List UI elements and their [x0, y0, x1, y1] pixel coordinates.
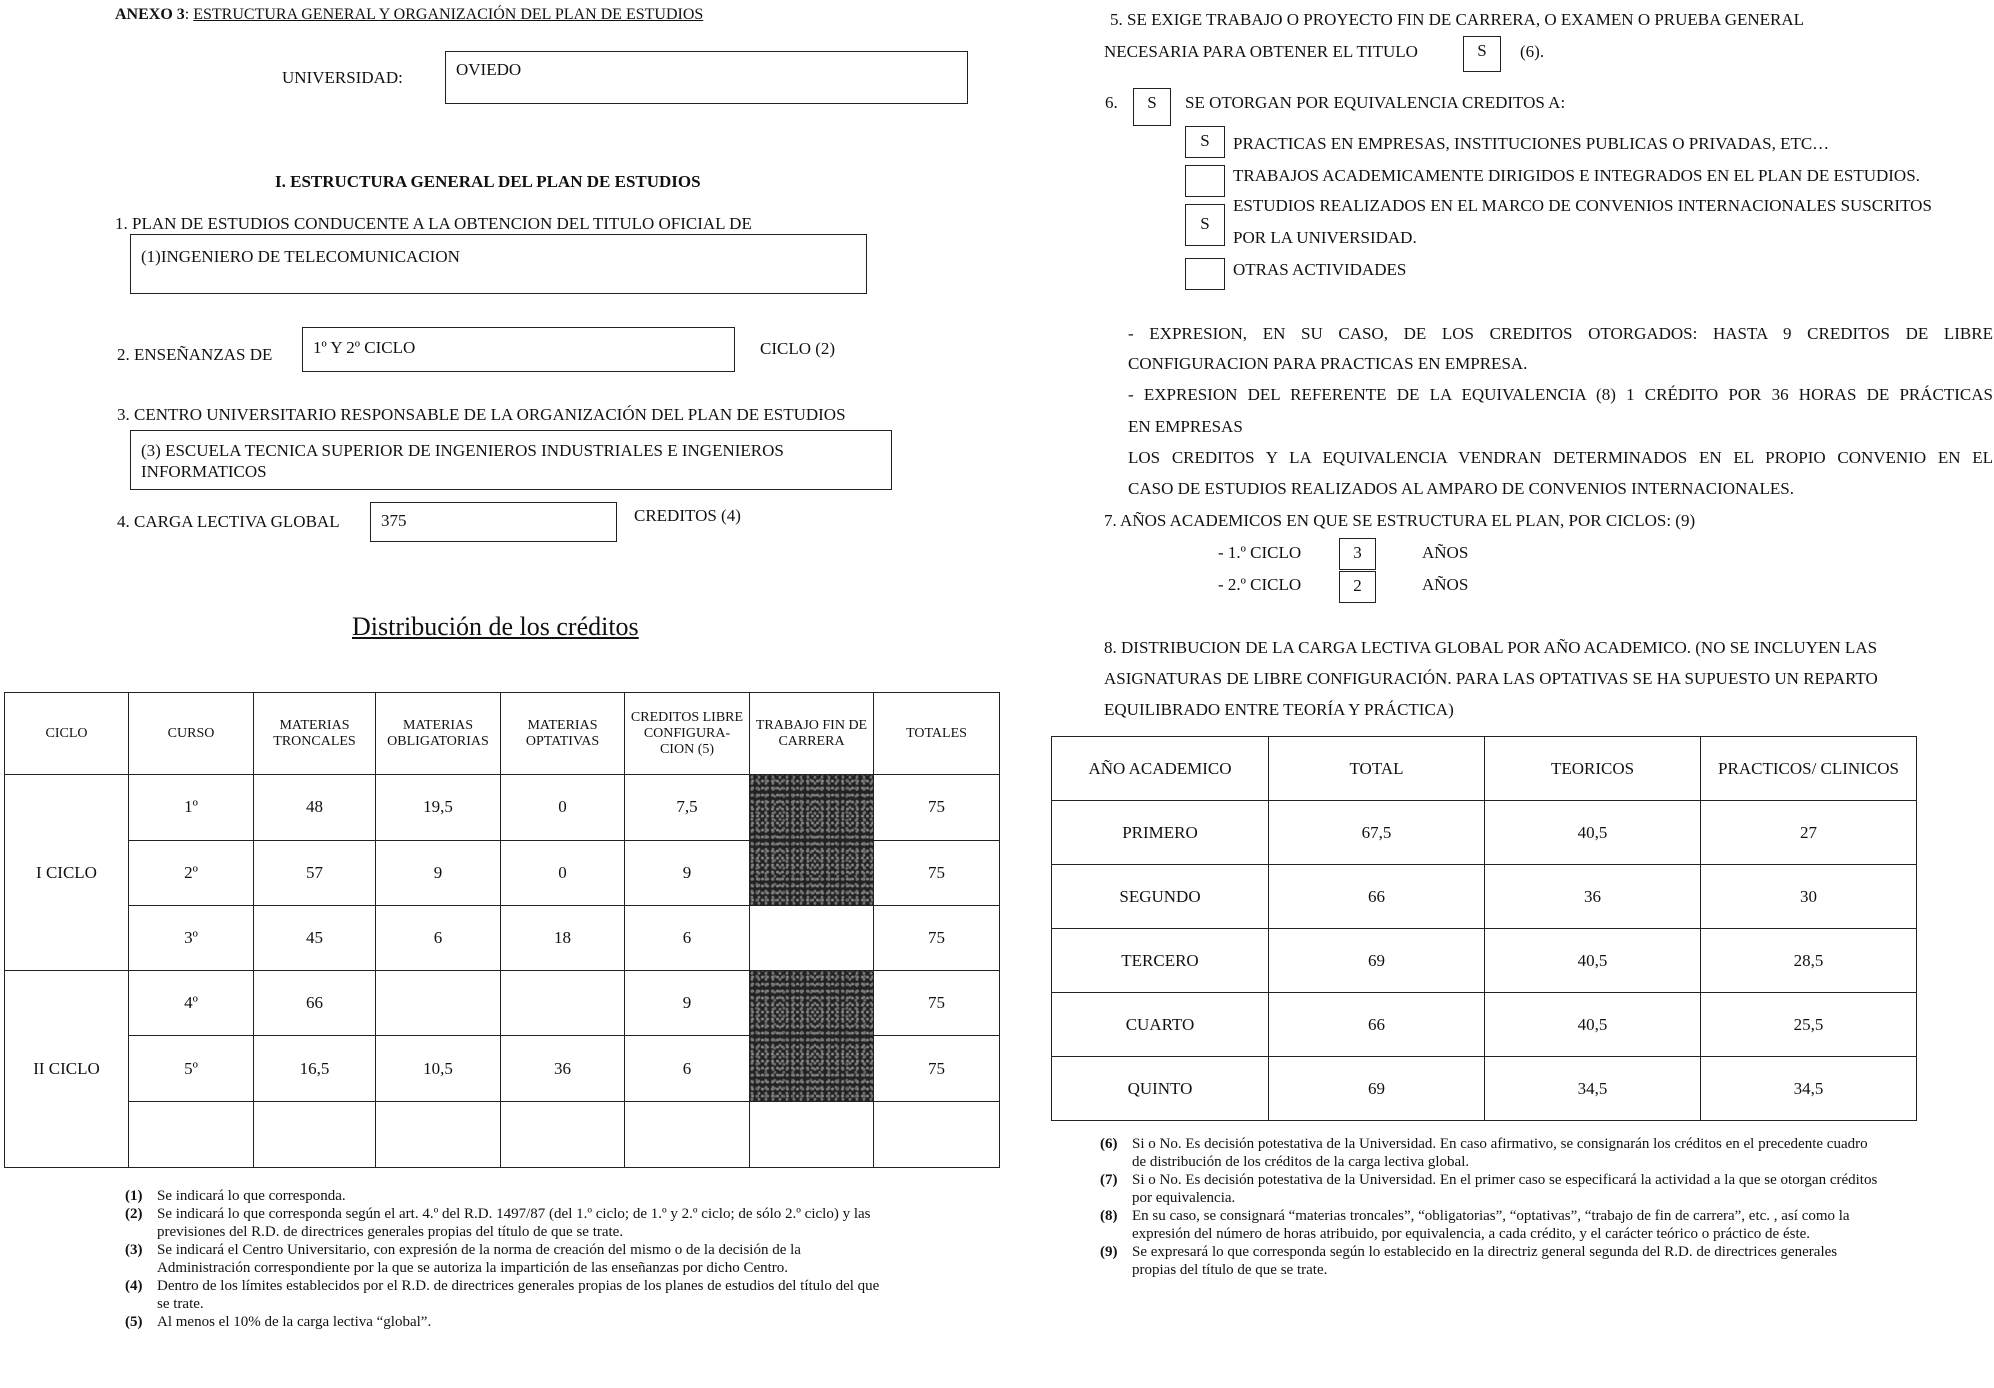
anexo-title: ESTRUCTURA GENERAL Y ORGANIZACIÓN DEL PLAN DE ESTUDIOS	[193, 6, 704, 23]
universidad-value: OVIEDO	[456, 60, 522, 79]
empty-cell	[376, 1101, 501, 1167]
ciclo1-anos: AÑOS	[1422, 543, 1469, 562]
footnote-text: Se indicará lo que corresponda según el art. 4.º del R.D. 1497/87 (del 1.º ciclo; de 1.º y 2.º ciclo; de sólo 2.º ciclo) y las previsiones del R.D. de directrices generales propias del título de que se trate.	[157, 1206, 871, 1240]
item1-label: 1. PLAN DE ESTUDIOS CONDUCENTE A LA OBTENCION DEL TITULO OFICIAL DE	[115, 214, 752, 233]
trabajo-fin-cell	[750, 905, 874, 970]
teoricos-cell: 40,5	[1485, 801, 1701, 865]
libre-cell: 6	[625, 1036, 750, 1101]
carga-value: 375	[381, 511, 407, 530]
footnote	[125, 1205, 885, 1241]
empty-cell	[254, 1101, 376, 1167]
item4-suffix: CREDITOS (4)	[634, 506, 741, 525]
ciclo2-anos: AÑOS	[1422, 575, 1469, 594]
option-label: OTRAS ACTIVIDADES	[1233, 260, 1407, 279]
footnote-text: En su caso, se consignará “materias troncales”, “obligatorias”, “optativas”, “trabajo de fin de carrera”, etc. , así como la expresión del número de horas atribuido, por equivalencia, a cada crédito, y el carácter teórico o práctico de éste.	[1132, 1208, 1850, 1242]
troncales-cell: 16,5	[254, 1036, 376, 1101]
footnote-text: Si o No. Es decisión potestativa de la Universidad. En caso afirmativo, se consignarán los créditos en el precedente cuadro de distribución de los créditos de la carga lectiva global.	[1132, 1136, 1868, 1170]
option-label: PRACTICAS EN EMPRESAS, INSTITUCIONES PUBLICAS O PRIVADAS, ETC…	[1233, 134, 1830, 153]
col-header: PRACTICOS/ CLINICOS	[1701, 737, 1917, 801]
curso-cell: 1º	[129, 775, 254, 840]
col-header: TOTALES	[874, 693, 1000, 775]
footnote-text: Al menos el 10% de la carga lectiva “global”.	[157, 1314, 432, 1330]
option-label-line2: POR LA UNIVERSIDAD.	[1233, 228, 1417, 247]
carga-field	[370, 502, 617, 542]
totales-cell: 75	[874, 971, 1000, 1036]
footnote	[125, 1277, 885, 1313]
troncales-cell: 45	[254, 905, 376, 970]
item5-line2: NECESARIA PARA OBTENER EL TITULO	[1104, 42, 1418, 61]
empty-cell	[129, 1101, 254, 1167]
universidad-label: UNIVERSIDAD:	[282, 68, 403, 87]
footnote-number: (1)	[125, 1188, 143, 1204]
totales-cell: 75	[874, 905, 1000, 970]
universidad-field	[445, 51, 968, 104]
section-title: I. ESTRUCTURA GENERAL DEL PLAN DE ESTUDIOS	[275, 172, 701, 191]
dist-header-row	[5, 693, 1000, 775]
footnote-text: Dentro de los límites establecidos por el R.D. de directrices generales propias de los planes de estudios del título del que se trate.	[157, 1278, 880, 1312]
item5-checkbox: S	[1463, 36, 1501, 72]
footnote-number: (8)	[1100, 1208, 1118, 1224]
obligatorias-cell: 19,5	[376, 775, 501, 840]
col-header: AÑO ACADEMICO	[1052, 737, 1269, 801]
ciclo1-years-box: 3	[1339, 538, 1376, 570]
titulo-field	[130, 234, 867, 294]
expr3-line1: LOS CREDITOS Y LA EQUIVALENCIA VENDRAN DETERMINADOS EN EL PROPIO CONVENIO EN EL	[1128, 448, 1993, 467]
footnote-text: Se indicará el Centro Universitario, con expresión de la norma de creación del mismo o de la decisión de la Administración correspondiente por la que se autoriza la impartición de las enseñanzas por dicho Centro.	[157, 1242, 801, 1276]
table-row	[5, 905, 1000, 970]
table-row	[5, 775, 1000, 840]
option-label: ESTUDIOS REALIZADOS EN EL MARCO DE CONVENIOS INTERNACIONALES SUSCRITOS	[1233, 196, 1932, 215]
libre-cell: 7,5	[625, 775, 750, 840]
anos-header-row	[1052, 737, 1917, 801]
footnote	[125, 1241, 885, 1277]
total-cell: 69	[1269, 929, 1485, 993]
table-row	[1052, 1057, 1917, 1121]
troncales-cell: 57	[254, 840, 376, 905]
total-cell: 66	[1269, 993, 1485, 1057]
obligatorias-cell: 6	[376, 905, 501, 970]
option-checkbox-otras	[1185, 258, 1225, 290]
ciclo2-years-box: 2	[1339, 571, 1376, 603]
troncales-cell: 48	[254, 775, 376, 840]
item5-line1: 5. SE EXIGE TRABAJO O PROYECTO FIN DE CARRERA, O EXAMEN O PRUEBA GENERAL	[1110, 10, 1805, 29]
item8-line3: EQUILIBRADO ENTRE TEORÍA Y PRÁCTICA)	[1104, 700, 1454, 719]
practicos-cell: 25,5	[1701, 993, 1917, 1057]
curso-cell: 3º	[129, 905, 254, 970]
expr1-line2: CONFIGURACION PARA PRACTICAS EN EMPRESA.	[1128, 354, 1528, 373]
total-cell: 69	[1269, 1057, 1485, 1121]
footnote-number: (6)	[1100, 1136, 1118, 1152]
col-header: MATERIAS OPTATIVAS	[501, 693, 625, 775]
expr2-line1: - EXPRESION DEL REFERENTE DE LA EQUIVALENCIA (8) 1 CRÉDITO POR 36 HORAS DE PRÁCTICAS	[1128, 385, 1993, 404]
optativas-cell: 0	[501, 775, 625, 840]
optativas-cell	[501, 971, 625, 1036]
table-row	[1052, 865, 1917, 929]
item6-label: SE OTORGAN POR EQUIVALENCIA CREDITOS A:	[1185, 93, 1566, 112]
footnote	[125, 1187, 885, 1205]
trabajo-fin-shaded-cell	[750, 775, 874, 906]
footnote-number: (9)	[1100, 1244, 1118, 1260]
optativas-cell: 36	[501, 1036, 625, 1101]
item2-label: 2. ENSEÑANZAS DE	[117, 345, 273, 364]
item7-label: 7. AÑOS ACADEMICOS EN QUE SE ESTRUCTURA EL PLAN, POR CICLOS: (9)	[1104, 511, 1696, 530]
right-notes	[1100, 1135, 1880, 1279]
ciclo1-label: - 1.º CICLO	[1218, 543, 1302, 562]
trabajo-fin-shaded-cell	[750, 971, 874, 1102]
ano-cell: CUARTO	[1052, 993, 1269, 1057]
col-header: CURSO	[129, 693, 254, 775]
item8-line2: ASIGNATURAS DE LIBRE CONFIGURACIÓN. PARA LAS OPTATIVAS SE HA SUPUESTO UN REPARTO	[1104, 669, 1878, 688]
ano-cell: QUINTO	[1052, 1057, 1269, 1121]
optativas-cell: 18	[501, 905, 625, 970]
expr3-line2: CASO DE ESTUDIOS REALIZADOS AL AMPARO DE CONVENIOS INTERNACIONALES.	[1128, 479, 1795, 498]
footnote-number: (5)	[125, 1314, 143, 1330]
empty-cell	[750, 1101, 874, 1167]
anexo-label: ANEXO 3	[115, 6, 185, 23]
teoricos-cell: 40,5	[1485, 929, 1701, 993]
item3-label: 3. CENTRO UNIVERSITARIO RESPONSABLE DE LA ORGANIZACIÓN DEL PLAN DE ESTUDIOS	[117, 405, 846, 424]
empty-cell	[501, 1101, 625, 1167]
total-cell: 66	[1269, 865, 1485, 929]
optativas-cell: 0	[501, 840, 625, 905]
col-header: TRABAJO FIN DE CARRERA	[750, 693, 874, 775]
footnote-number: (4)	[125, 1278, 143, 1294]
obligatorias-cell	[376, 971, 501, 1036]
item6-number: 6.	[1105, 93, 1118, 112]
practicos-cell: 28,5	[1701, 929, 1917, 993]
empty-cell	[625, 1101, 750, 1167]
teoricos-cell: 34,5	[1485, 1057, 1701, 1121]
ano-cell: TERCERO	[1052, 929, 1269, 993]
footnote-number: (2)	[125, 1206, 143, 1222]
obligatorias-cell: 9	[376, 840, 501, 905]
practicos-cell: 34,5	[1701, 1057, 1917, 1121]
practicos-cell: 30	[1701, 865, 1917, 929]
col-header: MATERIAS OBLIGATORIAS	[376, 693, 501, 775]
table-row-empty	[5, 1101, 1000, 1167]
totales-cell: 75	[874, 775, 1000, 840]
footnote	[1100, 1135, 1880, 1171]
footnote-number: (3)	[125, 1242, 143, 1258]
item4-label: 4. CARGA LECTIVA GLOBAL	[117, 512, 340, 531]
ano-cell: SEGUNDO	[1052, 865, 1269, 929]
curso-cell: 2º	[129, 840, 254, 905]
centro-field	[130, 430, 892, 490]
curso-cell: 4º	[129, 971, 254, 1036]
totales-cell: 75	[874, 1036, 1000, 1101]
anexo-heading: ANEXO 3: ESTRUCTURA GENERAL Y ORGANIZACIÓN DEL PLAN DE ESTUDIOS	[115, 6, 704, 23]
centro-value-line1: (3) ESCUELA TECNICA SUPERIOR DE INGENIEROS INDUSTRIALES E INGENIEROS	[141, 441, 784, 460]
item2-suffix: CICLO (2)	[760, 339, 836, 358]
option-checkbox-convenios: S	[1185, 204, 1225, 246]
practicos-cell: 27	[1701, 801, 1917, 865]
ano-cell: PRIMERO	[1052, 801, 1269, 865]
centro-value-line2: INFORMATICOS	[141, 462, 267, 481]
footnote	[1100, 1171, 1880, 1207]
ciclo-cell: II CICLO	[5, 971, 129, 1168]
footnote-text: Se indicará lo que corresponda.	[157, 1188, 346, 1204]
total-cell: 67,5	[1269, 801, 1485, 865]
empty-cell	[874, 1101, 1000, 1167]
col-header: CREDITOS LIBRE CONFIGURA-CION (5)	[625, 693, 750, 775]
table-row	[5, 971, 1000, 1036]
footnote	[1100, 1243, 1880, 1279]
footnote	[125, 1313, 885, 1331]
carga-por-ano-table	[1051, 736, 1917, 1121]
curso-cell: 5º	[129, 1036, 254, 1101]
option-label: TRABAJOS ACADEMICAMENTE DIRIGIDOS E INTEGRADOS EN EL PLAN DE ESTUDIOS.	[1233, 166, 1920, 185]
table-row	[1052, 929, 1917, 993]
expr2-line2: EN EMPRESAS	[1128, 417, 1243, 436]
table-row	[1052, 801, 1917, 865]
centro-value	[141, 440, 784, 482]
table-row	[1052, 993, 1917, 1057]
footnote-text: Si o No. Es decisión potestativa de la Universidad. En el primer caso se especificará la actividad a la que se otorgan créditos por equivalencia.	[1132, 1172, 1878, 1206]
libre-cell: 9	[625, 971, 750, 1036]
dist-title: Distribución de los créditos	[352, 612, 639, 641]
footnote	[1100, 1207, 1880, 1243]
col-header: TEORICOS	[1485, 737, 1701, 801]
col-header: TOTAL	[1269, 737, 1485, 801]
option-checkbox-practicas: S	[1185, 126, 1225, 158]
ciclo-cell: I CICLO	[5, 775, 129, 971]
option-checkbox-trabajos	[1185, 165, 1225, 197]
item6-checkbox: S	[1133, 88, 1171, 126]
ciclo2-label: - 2.º CICLO	[1218, 575, 1302, 594]
item8-line1: 8. DISTRIBUCION DE LA CARGA LECTIVA GLOBAL POR AÑO ACADEMICO. (NO SE INCLUYEN LAS	[1104, 638, 1878, 657]
totales-cell: 75	[874, 840, 1000, 905]
expr1-line1: - EXPRESION, EN SU CASO, DE LOS CREDITOS OTORGADOS: HASTA 9 CREDITOS DE LIBRE	[1128, 324, 1993, 343]
libre-cell: 9	[625, 840, 750, 905]
col-header: CICLO	[5, 693, 129, 775]
teoricos-cell: 36	[1485, 865, 1701, 929]
item5-suffix: (6).	[1520, 42, 1545, 61]
left-notes	[125, 1187, 885, 1331]
col-header: MATERIAS TRONCALES	[254, 693, 376, 775]
distribucion-table	[4, 692, 1000, 1168]
teoricos-cell: 40,5	[1485, 993, 1701, 1057]
troncales-cell: 66	[254, 971, 376, 1036]
ensenanzas-value: 1º Y 2º CICLO	[313, 338, 416, 357]
footnote-text: Se expresará lo que corresponda según lo establecido en la directriz general segunda del R.D. de directrices generales propias del título de que se trate.	[1132, 1244, 1838, 1278]
ensenanzas-field	[302, 327, 735, 372]
footnote-number: (7)	[1100, 1172, 1118, 1188]
obligatorias-cell: 10,5	[376, 1036, 501, 1101]
titulo-value: (1)INGENIERO DE TELECOMUNICACION	[141, 247, 460, 266]
libre-cell: 6	[625, 905, 750, 970]
